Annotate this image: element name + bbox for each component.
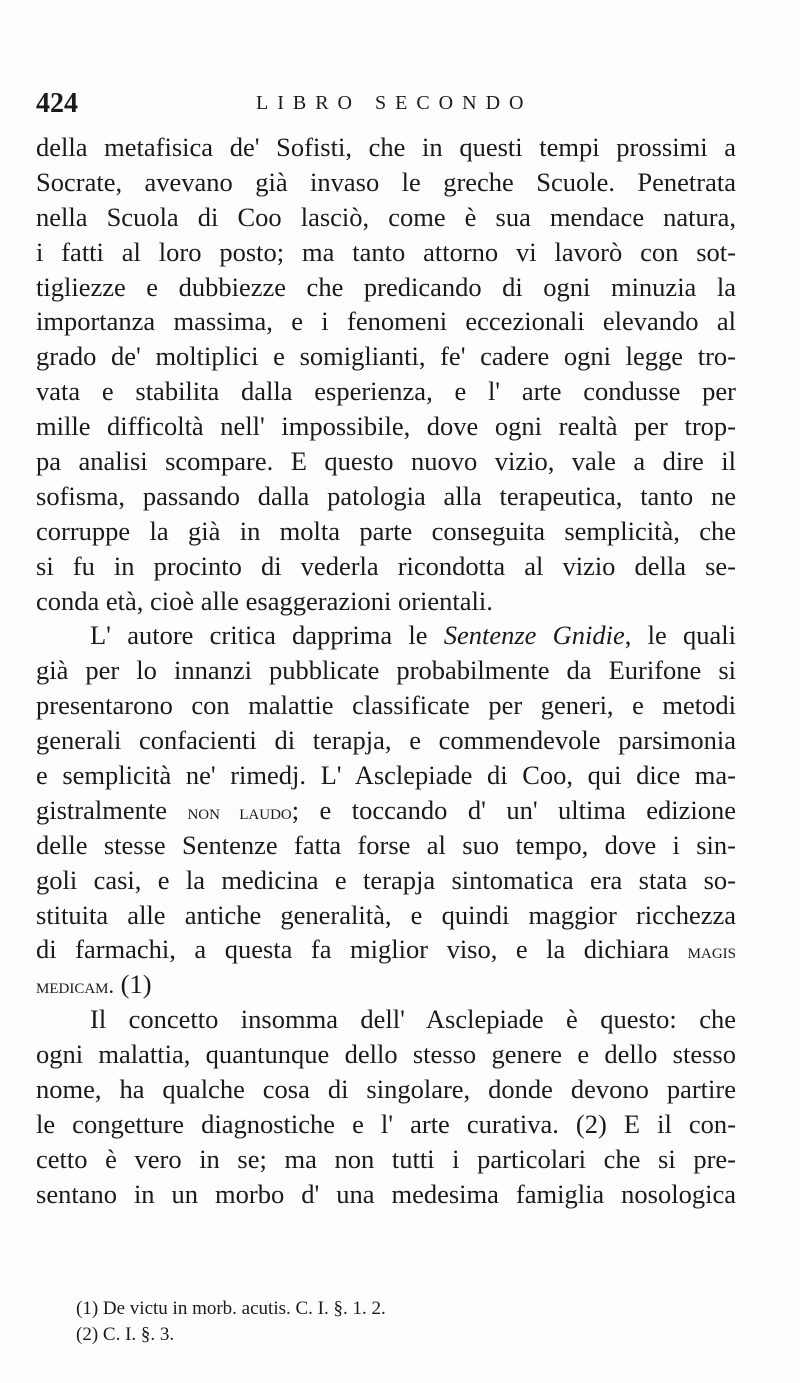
text-run: gistralmente [36, 794, 188, 825]
text-line: generali confacienti di terapja, e commendevole parsimonia [36, 725, 736, 756]
page-header [36, 88, 736, 128]
text-line: mille difficoltà nell' impossibile, dove ogni realtà per trop- [36, 411, 736, 442]
text-line: delle stesse Sentenze fatta forse al suo tempo, dove i sin- [36, 829, 736, 860]
text-line: ogni malattia, quantunque dello stesso genere e dello stesso [36, 1039, 736, 1070]
text-run: ; e toccando d' un' ultima edizione [291, 794, 736, 825]
text-line: grado de' moltiplici e somiglianti, fe' cadere ogni legge tro- [36, 341, 736, 372]
text-line: conda età, cioè alle esaggerazioni orientali. [36, 585, 493, 616]
text-line [36, 967, 736, 1002]
text-run: , le quali [624, 620, 736, 651]
text-line: i fatti al loro posto; ma tanto attorno vi lavorò con sot- [36, 236, 736, 267]
text-line: corruppe la già in molta parte conseguita semplicità, che [36, 515, 736, 546]
footnote: (1) De victu in morb. acutis. C. I. §. 1. 2. [76, 1298, 386, 1319]
text-line: Socrate, avevano già invaso le greche Scuole. Penetrata [36, 166, 736, 197]
text-line: e semplicità ne' rimedj. L' Asclepiade di Coo, qui dice ma- [36, 760, 736, 791]
text-run: di farmachi, a questa fa miglior viso, e la dichiara [36, 934, 688, 965]
text-line: vata e stabilita dalla esperienza, e l' arte condusse per [36, 376, 736, 407]
text-line: Il concetto insomma dell' Asclepiade è questo: che [90, 1004, 736, 1035]
text-line [36, 618, 736, 653]
text-line: sentano in un morbo d' una medesima famiglia nosologica [36, 1178, 736, 1209]
text-line: presentarono con malattie classificate per generi, e metodi [36, 690, 736, 721]
footnotes [76, 1296, 676, 1348]
text-line: tigliezze e dubbiezze che predicando di ogni minuzia la [36, 271, 736, 302]
text-line: importanza massima, e i fenomeni eccezionali elevando al [36, 306, 736, 337]
text-line: nella Scuola di Coo lasciò, come è sua mendace natura, [36, 201, 736, 232]
body-text [36, 130, 736, 1212]
text-line: già per lo innanzi pubblicate probabilmente da Eurifone si [36, 655, 736, 686]
small-caps-quote: medicam. [36, 973, 115, 999]
text-line: si fu in procinto di vederla ricondotta al vizio della se- [36, 550, 736, 581]
text-run: L' autore critica dapprima le [90, 620, 444, 651]
running-title: LIBRO SECONDO [256, 92, 533, 114]
text-line: goli casi, e la medicina e terapja sintomatica era stata so- [36, 864, 736, 895]
text-line [36, 793, 736, 828]
text-line: cetto è vero in se; ma non tutti i particolari che si pre- [36, 1143, 736, 1174]
text-line [36, 932, 736, 967]
italic-title: Sentenze Gnidie [443, 620, 625, 651]
footnote-ref: (1) [114, 969, 152, 1000]
text-line: stituita alle antiche generalità, e quindi maggior ricchezza [36, 899, 736, 930]
text-line: le congetture diagnostiche e l' arte curativa. (2) E il con- [36, 1108, 736, 1139]
text-line: sofisma, passando dalla patologia alla terapeutica, tanto ne [36, 480, 736, 511]
small-caps-quote: non laudo [187, 798, 292, 824]
text-line: pa analisi scompare. E questo nuovo vizio, vale a dire il [36, 446, 736, 477]
small-caps-quote: magis [687, 938, 736, 964]
text-line: nome, ha qualche cosa di singolare, donde devono partire [36, 1074, 736, 1105]
footnote: (2) C. I. §. 3. [76, 1324, 175, 1345]
text-line: della metafisica de' Sofisti, che in questi tempi prossimi a [36, 132, 736, 162]
page-number: 424 [36, 88, 78, 119]
